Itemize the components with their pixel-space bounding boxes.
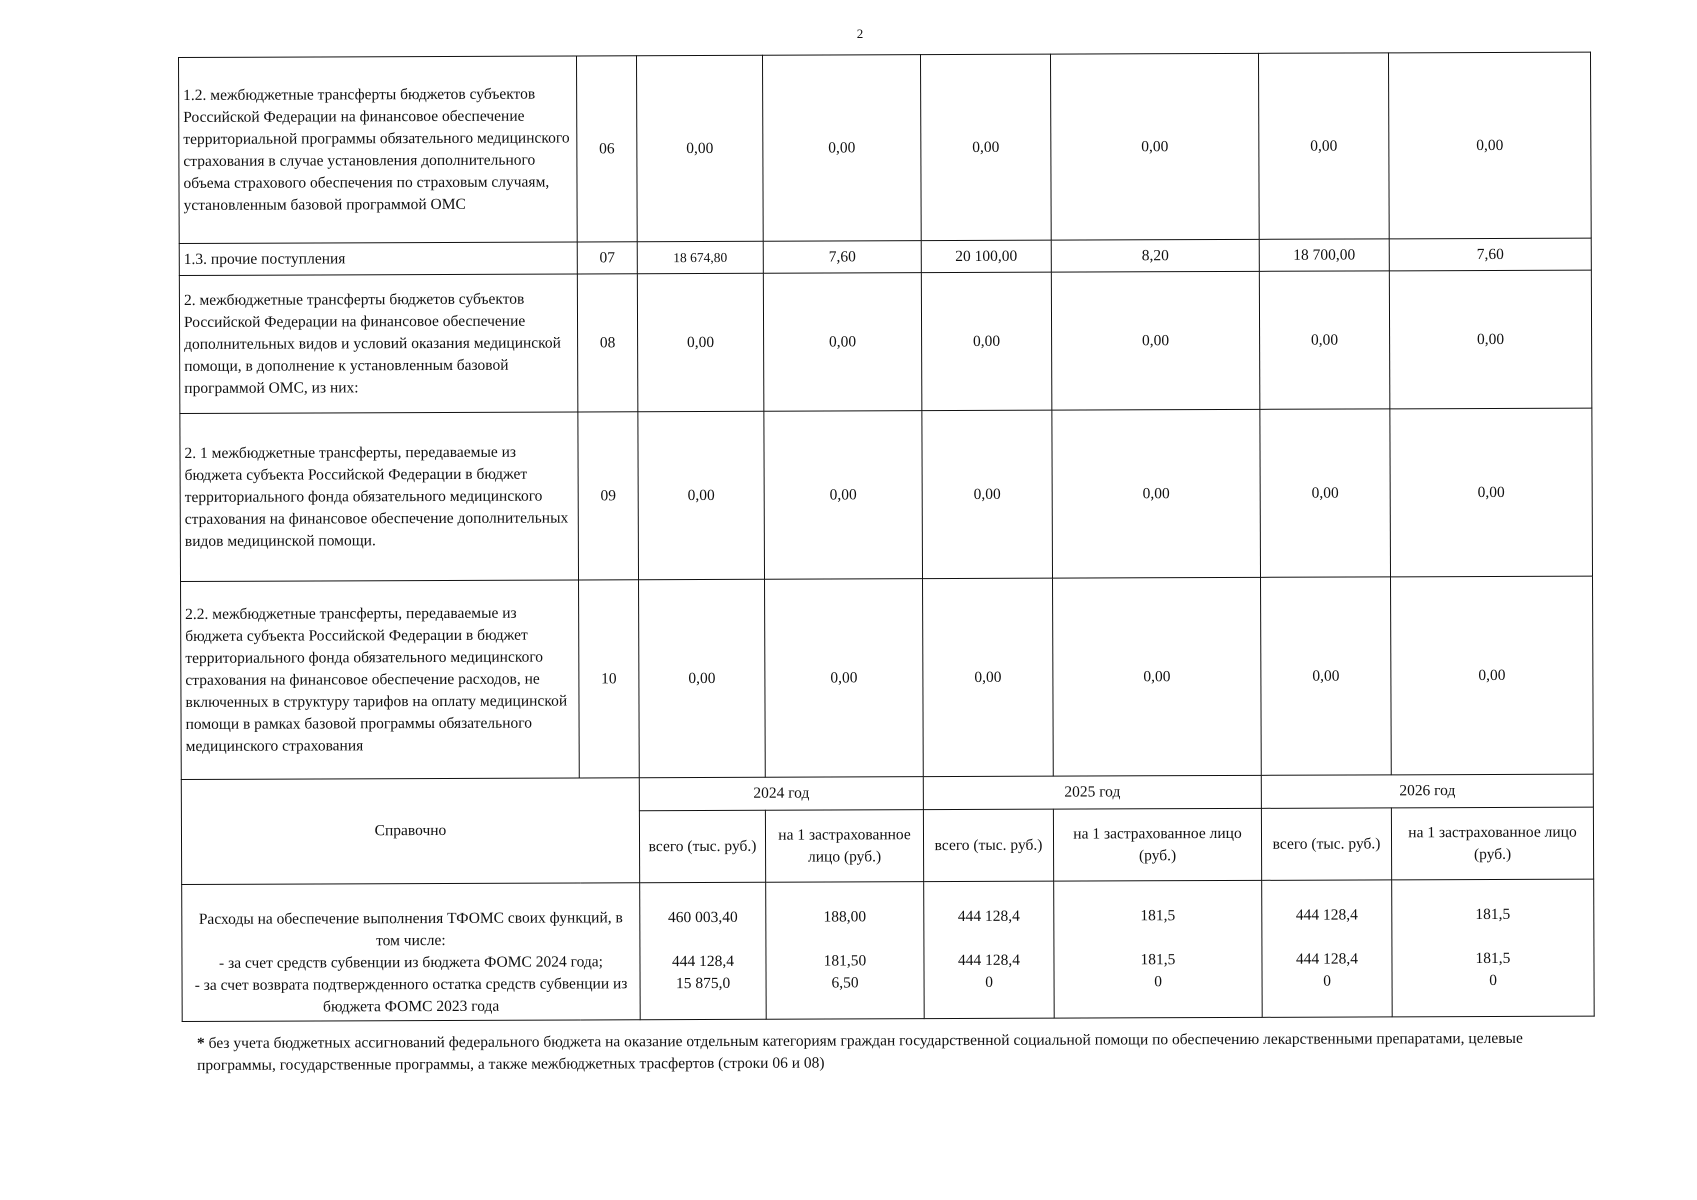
value-2024-total: 0,00 — [638, 411, 765, 579]
subheader-2025-total: всего (тыс. руб.) — [923, 809, 1053, 881]
value-2025-per-person: 0,00 — [1052, 409, 1261, 578]
row-description: 2. межбюджетные трансферты бюджетов субъектов Российской Федерации на финансовое обеспечение дополнительных видов и условий оказания медицинской помощи, в дополнение к установленным базовой программой ОМС, из них: — [179, 274, 578, 414]
subheader-2025-per-person: на 1 застрахованное лицо (руб.) — [1053, 808, 1261, 881]
value-2024-total: 0,00 — [636, 55, 763, 241]
expense-total-value: 460 003,40 — [667, 908, 738, 927]
expense-remainder-value: 0 — [1323, 972, 1331, 990]
row-code: 06 — [576, 56, 637, 242]
expense-total-value: 181,5 — [1140, 907, 1176, 925]
value-2025-per-person: 0,00 — [1053, 577, 1262, 776]
expenses-row — [182, 879, 1595, 1021]
value-2024-per-person: 0,00 — [764, 411, 923, 580]
expenses-subvention-label: - за счет средств субвенции из бюджета ФОМС 2024 года; — [218, 953, 603, 972]
expense-remainder-value: 15 875,0 — [675, 974, 731, 993]
row-code: 07 — [577, 242, 637, 274]
expense-remainder-value: 0 — [985, 973, 993, 991]
year-2024-header: 2024 год — [639, 777, 923, 811]
value-2025-total: 0,00 — [920, 54, 1051, 240]
value-2024-per-person: 0,00 — [765, 579, 924, 778]
subheader-2024-total: всего (тыс. руб.) — [639, 810, 765, 882]
subheader-2026-total: всего (тыс. руб.) — [1261, 808, 1391, 880]
value-2024-per-person: 7,60 — [763, 241, 921, 274]
value-2024-per-person: 0,00 — [763, 273, 922, 412]
expense-subvention-value: 444 128,4 — [671, 952, 735, 971]
value-2024-per-person: 0,00 — [762, 55, 921, 242]
value-2025-per-person: 8,20 — [1051, 239, 1259, 272]
row-description: 1.3. прочие поступления — [179, 242, 577, 276]
subheader-2026-per-person: на 1 застрахованное лицо (руб.) — [1391, 807, 1593, 880]
value-2024-total: 0,00 — [637, 273, 764, 411]
expenses-remainder-label: - за счет возврата подтвержденного остатка средств субвенции из бюджета ФОМС 2023 года — [194, 975, 628, 1016]
value-2026-total: 0,00 — [1259, 271, 1390, 409]
expense-total-value: 444 128,4 — [957, 907, 1020, 926]
value-2026-total: 0,00 — [1258, 53, 1389, 239]
value-2025-total: 0,00 — [922, 410, 1053, 578]
expenses-2024-per-person — [766, 882, 925, 1020]
row-code: 10 — [579, 580, 640, 778]
expense-total-value: 188,00 — [823, 908, 867, 926]
expense-remainder-value: 0 — [1154, 973, 1162, 991]
value-2025-per-person: 0,00 — [1050, 53, 1259, 240]
expense-total-value: 444 128,4 — [1295, 906, 1358, 924]
value-2026-per-person: 0,00 — [1389, 270, 1592, 409]
footnote — [197, 1028, 1597, 1078]
table-row — [181, 576, 1594, 779]
row-description: 2.2. межбюджетные трансферты, передаваемые из бюджета субъекта Российской Федерации в бюджет территориального фонда обязательного медицинского страхования на финансовое обеспечение расходов, не включенных в структуру тарифов на оплату медицинской помощи в рамках базовой программы обязательного медицинского страхования — [181, 580, 580, 780]
footnote-text: без учета бюджетных ассигнований федерального бюджета на оказание отдельным категориям граждан государственной социальной помощи по обеспечению лекарственными препаратами, целевые программы, государственные программы, а также межбюджетных трасфертов (строки 06 и 08) — [197, 1029, 1523, 1075]
expenses-description — [182, 883, 641, 1022]
expenses-total-label: Расходы на обеспечение выполнения ТФОМС своих функций, в том числе: — [198, 909, 623, 950]
table-row — [179, 52, 1592, 243]
value-2026-total: 18 700,00 — [1259, 239, 1389, 271]
reference-year-row — [181, 774, 1593, 812]
expense-remainder-value: 6,50 — [831, 974, 859, 992]
expense-subvention-value: 181,50 — [823, 952, 867, 970]
expense-subvention-value: 444 128,4 — [957, 951, 1021, 970]
footnote-marker: * — [197, 1034, 205, 1052]
expenses-2025-per-person — [1054, 880, 1263, 1018]
value-2026-per-person: 0,00 — [1391, 576, 1594, 775]
reference-label: Справочно — [181, 778, 639, 885]
value-2025-per-person: 0,00 — [1051, 271, 1260, 410]
value-2026-per-person: 0,00 — [1388, 52, 1591, 239]
expense-remainder-value: 0 — [1489, 971, 1497, 989]
expenses-2026-per-person — [1392, 879, 1595, 1017]
row-description: 1.2. межбюджетные трансферты бюджетов субъектов Российской Федерации на финансовое обеспечение территориальной программы обязательного медицинского страхования в случае установления дополнительного объема страхового обеспечения по страховым случаям, установленным базовой программой ОМС — [179, 56, 578, 244]
value-2024-total: 18 674,80 — [637, 241, 763, 273]
expense-subvention-value: 444 128,4 — [1295, 950, 1359, 968]
table-row — [179, 270, 1592, 413]
row-code: 08 — [577, 274, 638, 412]
value-2026-total: 0,00 — [1260, 409, 1391, 577]
page-number: 2 — [856, 26, 864, 41]
year-2026-header: 2026 год — [1261, 774, 1593, 808]
value-2025-total: 0,00 — [923, 578, 1054, 776]
expenses-2024-total — [640, 882, 767, 1019]
table-row — [179, 238, 1591, 275]
row-description: 2. 1 межбюджетные трансферты, передаваемые из бюджета субъекта Российской Федерации в бюджет территориального фонда обязательного медицинского страхования на финансовое обеспечение дополнительных видов медицинской помощи. — [180, 412, 579, 582]
value-2025-total: 20 100,00 — [921, 240, 1051, 272]
expense-subvention-value: 181,5 — [1140, 951, 1176, 969]
value-2025-total: 0,00 — [921, 272, 1052, 410]
table-row — [180, 408, 1593, 581]
expense-subvention-value: 181,5 — [1475, 949, 1511, 968]
expenses-2025-total — [924, 881, 1055, 1018]
budget-table — [178, 52, 1595, 1022]
expense-total-value: 181,5 — [1475, 905, 1511, 924]
value-2026-total: 0,00 — [1261, 577, 1392, 775]
expenses-2026-total — [1262, 880, 1393, 1017]
row-code: 09 — [578, 412, 639, 580]
value-2024-total: 0,00 — [639, 579, 766, 777]
year-2025-header: 2025 год — [923, 775, 1261, 809]
value-2026-per-person: 0,00 — [1390, 408, 1593, 577]
subheader-2024-per-person: на 1 застрахованное лицо (руб.) — [765, 810, 923, 883]
value-2026-per-person: 7,60 — [1389, 238, 1591, 271]
